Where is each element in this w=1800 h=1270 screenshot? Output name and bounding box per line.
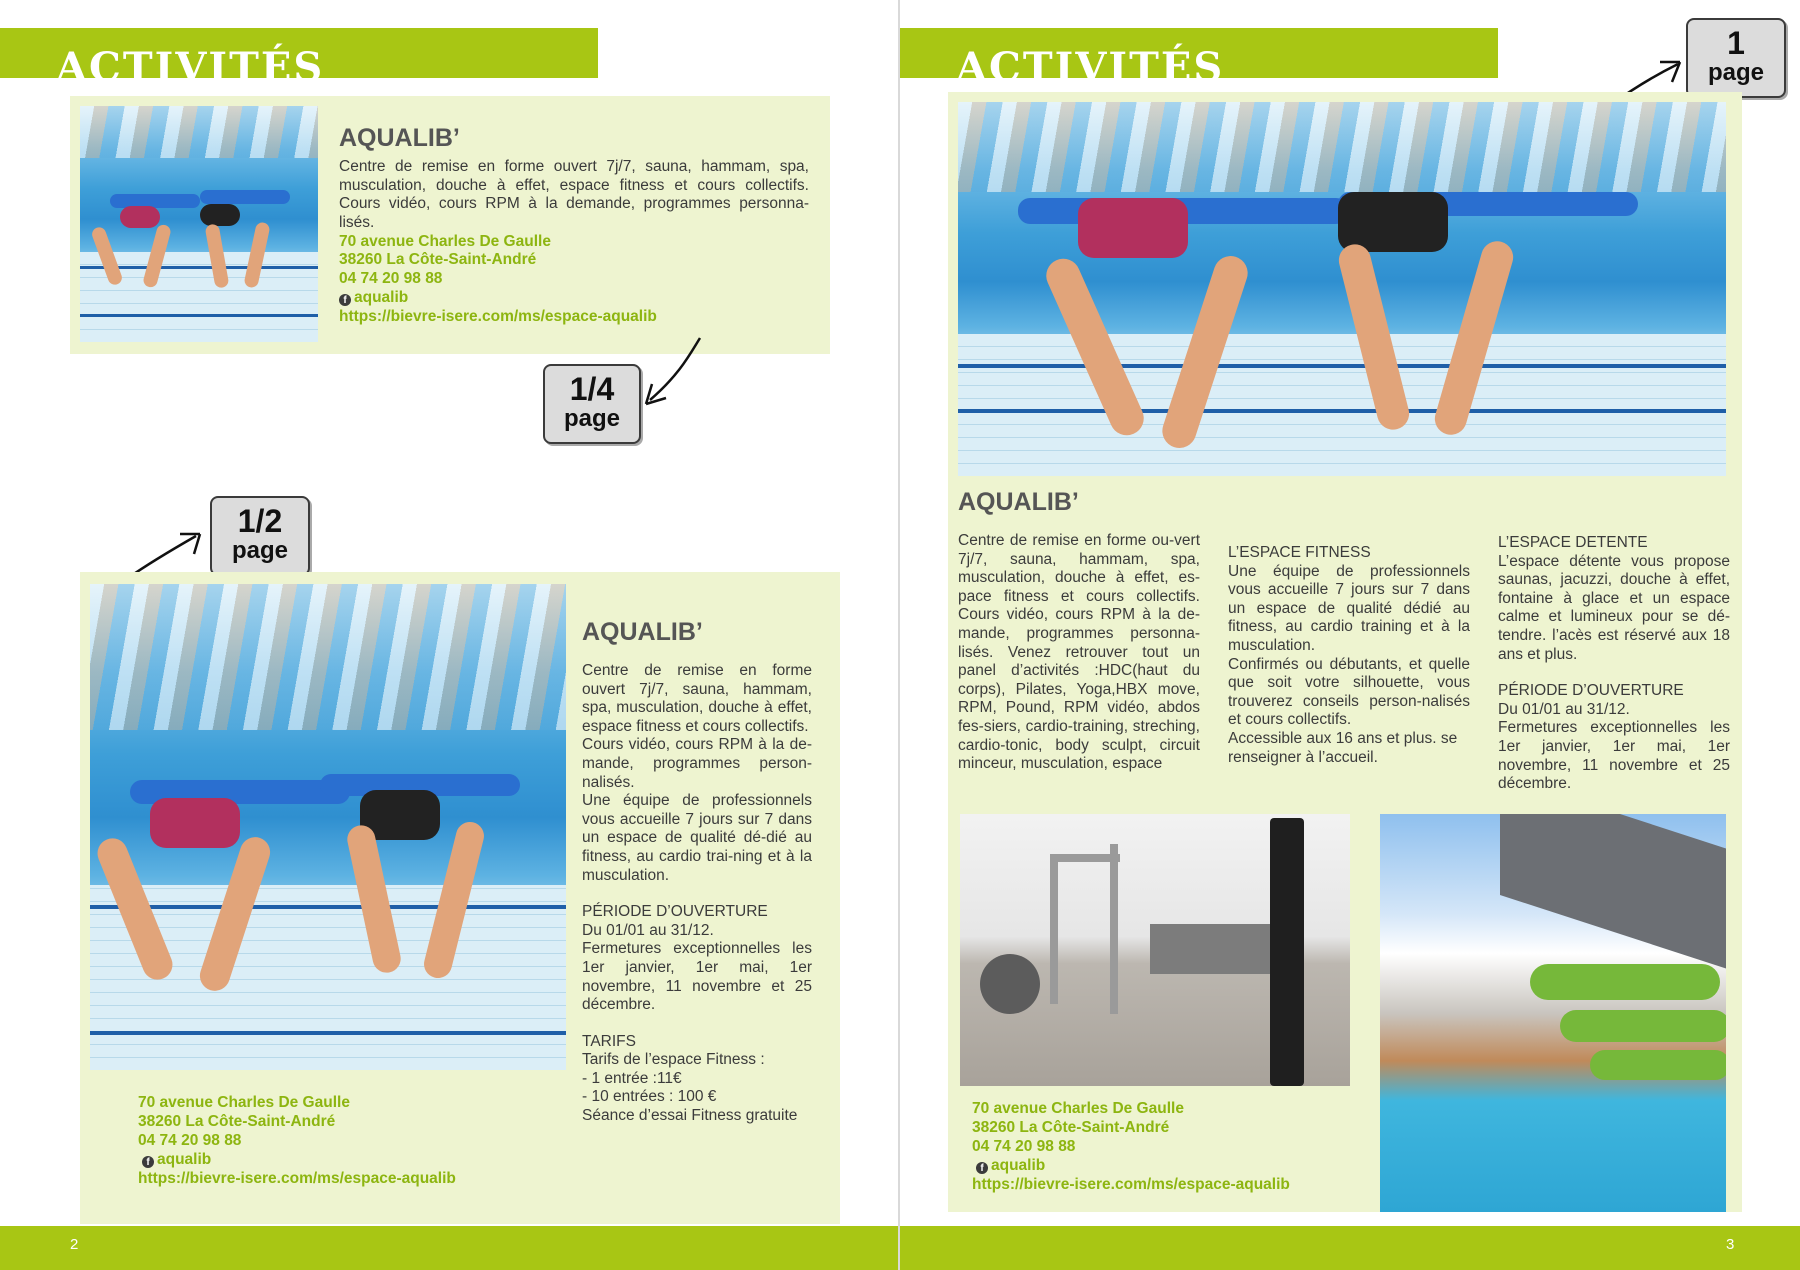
- quarter-ad-description: Centre de remise en forme ouvert 7j/7, sauna, hammam, spa, musculation, douche à effet, espace fitness et cours collectifs. Cours vidéo, cours RPM à la demande, programmes personna-lisés.: [339, 158, 809, 231]
- full-ad-column-3: [1498, 534, 1730, 794]
- half-page-ad: [80, 572, 840, 1224]
- quarter-ad-phone: 04 74 20 98 88: [339, 270, 443, 287]
- full-ad-detente-heading: L’ESPACE DETENTE: [1498, 534, 1648, 551]
- full-ad-fitness-text-3: Accessible aux 16 ans et plus. se renseigner à l’accueil.: [1228, 729, 1458, 766]
- full-ad-col1-text: Centre de remise en forme ou-vert 7j/7, sauna, hammam, spa, musculation, douche à effet, es-pace fitness et cours collectifs. Cours vidéo, cours RPM à la de-mande, programmes personna-lisés. Venez retrouver tout un panel d’activités :HDC(haut du corps), Pilates, Yoga,HBX move, RPM, Pound, RPM vidéo, abdos fes-siers, cardio-training, streching, cardio-tonic, body sculpt, circuit minceur, musculation, espace: [958, 532, 1200, 773]
- full-page-badge: [1686, 18, 1786, 98]
- full-ad-fitness-text-2: Confirmés ou débutants, et quelle que soit votre silhouette, vous trouverez conseils person-nalisés et cours collectifs.: [1228, 655, 1470, 729]
- right-page: [900, 0, 1800, 1270]
- half-ad-description-2: Cours vidéo, cours RPM à la de-mande, programmes person-nalisés.: [582, 736, 812, 791]
- right-header-title: ACTIVITÉS: [956, 44, 1225, 91]
- left-footer-band: [0, 1226, 898, 1270]
- quarter-ad-facebook-label: aqualib: [354, 289, 409, 306]
- full-ad-facebook-label: aqualib: [991, 1157, 1046, 1174]
- right-footer-band: [900, 1226, 1800, 1270]
- full-ad-hero-photo: [958, 102, 1726, 476]
- full-ad-address-2: 38260 La Côte-Saint-André: [972, 1119, 1170, 1136]
- half-badge-fraction: 1/2: [237, 503, 283, 539]
- half-ad-body: [582, 662, 812, 1126]
- facebook-icon: f: [976, 1162, 988, 1174]
- full-ad-facebook[interactable]: [976, 1157, 1045, 1176]
- half-ad-address-1: 70 avenue Charles De Gaulle: [138, 1094, 350, 1111]
- half-ad-tarifs-line3: - 10 entrées : 100 €: [582, 1088, 717, 1106]
- full-ad-pool-photo: [1380, 814, 1726, 1212]
- half-page-badge: [210, 496, 310, 576]
- quarter-ad-address-1: 70 avenue Charles De Gaulle: [339, 233, 551, 250]
- full-badge-label: page: [1707, 59, 1764, 86]
- quarter-page-ad: [70, 96, 830, 354]
- quarter-arrow-icon: [640, 334, 704, 406]
- quarter-ad-url[interactable]: https://bievre-isere.com/ms/espace-aqualib: [339, 308, 657, 325]
- half-ad-title: AQUALIB’: [582, 618, 703, 646]
- quarter-ad-facebook[interactable]: [339, 289, 408, 308]
- quarter-badge-label: page: [563, 405, 620, 432]
- full-ad-address-1: 70 avenue Charles De Gaulle: [972, 1100, 1184, 1117]
- quarter-badge-fraction: 1/4: [569, 371, 615, 407]
- half-ad-tarifs-line4: Séance d’essai Fitness gratuite: [582, 1107, 798, 1125]
- half-ad-address-2: 38260 La Côte-Saint-André: [138, 1113, 336, 1130]
- half-ad-tarifs-heading: TARIFS: [582, 1032, 636, 1050]
- full-ad-fitness-text-1: Une équipe de professionnels vous accueille 7 jours sur 7 dans un espace de qualité dédié au fitness, au cardio training et à la musculation.: [1228, 562, 1470, 654]
- left-page: [0, 0, 898, 1270]
- half-ad-phone: 04 74 20 98 88: [138, 1132, 242, 1149]
- facebook-icon: f: [339, 294, 351, 306]
- right-page-number: 3: [1726, 1236, 1735, 1253]
- quarter-page-badge: [543, 364, 641, 444]
- full-ad-opening-range: Du 01/01 au 31/12.: [1498, 700, 1630, 718]
- full-ad-opening-closures: Fermetures exceptionnelles les 1er janvier, 1er mai, 1er novembre, 11 novembre et 25 décembre.: [1498, 719, 1730, 793]
- full-ad-column-2: [1228, 544, 1470, 767]
- half-ad-url[interactable]: https://bievre-isere.com/ms/espace-aqualib: [138, 1170, 456, 1187]
- full-ad-phone: 04 74 20 98 88: [972, 1138, 1076, 1155]
- quarter-ad-title: AQUALIB’: [339, 124, 460, 152]
- half-ad-description-3: Une équipe de professionnels vous accueille 7 jours sur 7 dans un espace de qualité dé-dié au fitness, au cardio trai-ning et à la musculation.: [582, 792, 812, 884]
- left-header-title: ACTIVITÉS: [56, 44, 325, 91]
- half-ad-tarifs-line1: Tarifs de l’espace Fitness :: [582, 1051, 765, 1069]
- left-page-number: 2: [70, 1236, 79, 1253]
- half-ad-tarifs-line2: - 1 entrée :11€: [582, 1069, 682, 1087]
- quarter-ad-address-2: 38260 La Côte-Saint-André: [339, 251, 537, 268]
- full-ad-fitness-heading: L’ESPACE FITNESS: [1228, 544, 1371, 561]
- full-badge-fraction: 1: [1727, 25, 1745, 61]
- half-ad-photo: [90, 584, 566, 1070]
- full-ad-title: AQUALIB’: [958, 488, 1079, 516]
- full-ad-column-1: [958, 532, 1200, 774]
- half-badge-label: page: [231, 537, 288, 564]
- half-ad-facebook-label: aqualib: [157, 1151, 212, 1168]
- full-ad-url[interactable]: https://bievre-isere.com/ms/espace-aqualib: [972, 1176, 1290, 1193]
- full-ad-gym-photo: [960, 814, 1350, 1086]
- half-ad-opening-closures: Fermetures exceptionnelles les 1er janvier, 1er mai, 1er novembre, 11 novembre et 25 décembre.: [582, 940, 812, 1014]
- half-ad-opening-range: Du 01/01 au 31/12.: [582, 921, 714, 939]
- full-ad-opening-heading: PÉRIODE D’OUVERTURE: [1498, 682, 1684, 700]
- full-page-ad: [948, 92, 1742, 1212]
- half-ad-facebook[interactable]: [142, 1151, 211, 1170]
- quarter-ad-photo: [80, 106, 318, 342]
- full-ad-detente-text: L’espace détente vous propose saunas, jacuzzi, douche à effet, fontaine à glace et un espace calme et lumineux pour se dé-tendre. l’acès est réservé aux 18 ans et plus.: [1498, 552, 1730, 663]
- facebook-icon: f: [142, 1156, 154, 1168]
- half-ad-description-1: Centre de remise en forme ouvert 7j/7, sauna, hammam, spa, musculation, douche à effet, espace fitness et cours collectifs.: [582, 662, 812, 735]
- half-ad-opening-heading: PÉRIODE D’OUVERTURE: [582, 903, 768, 921]
